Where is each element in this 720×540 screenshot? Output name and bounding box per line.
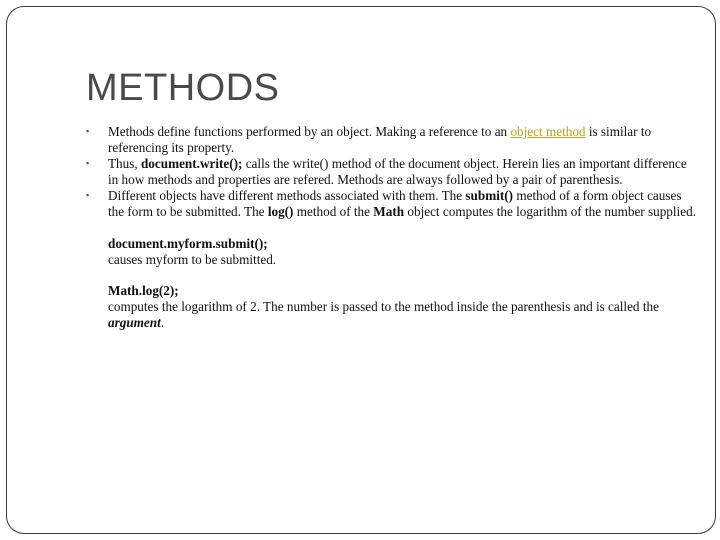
code-document-write: document.write(); (140, 156, 243, 172)
slide-content (86, 124, 698, 331)
example-description-text: computes the logarithm of 2. The number is passed to the method inside the parenthesis and is called the (108, 299, 659, 315)
bullet-dot-icon: ▪ (86, 158, 90, 169)
bullet-different-objects (86, 188, 698, 220)
bullet-text: method of a form object causes the form to be submitted. The (108, 188, 682, 219)
example-code: document.myform.submit(); (108, 235, 268, 251)
bullet-text: Methods define functions performed by an object. Making a reference to an (108, 124, 511, 139)
bullet-text: object computes the logarithm of the number supplied. (404, 203, 696, 219)
code-math: Math (373, 203, 405, 219)
object-method-link[interactable]: object method (510, 124, 586, 139)
example-description: causes myform to be submitted. (108, 251, 277, 267)
slide-title: METHODS (86, 67, 280, 109)
bullet-text: Different objects have different methods associated with them. The (108, 188, 466, 204)
example-code: Math.log(2); (108, 283, 179, 299)
example-description (108, 299, 698, 331)
code-submit: submit() (465, 188, 514, 204)
bullet-dot-icon: ▪ (86, 190, 90, 201)
argument-term: argument (108, 314, 161, 330)
bullet-methods-definition (86, 124, 698, 156)
example-submit (108, 236, 698, 268)
slide (6, 6, 716, 534)
bullet-text: is similar to referencing its property. (108, 124, 652, 155)
example-description-text: . (160, 314, 165, 330)
bullet-text: Thus, (108, 156, 141, 172)
example-math-log (108, 283, 698, 330)
bullet-document-write (86, 156, 698, 188)
bullet-text: calls the write() method of the document object. Herein lies an important difference in how methods and properties are refered. Methods are always followed by a pair of parenthesis. (108, 156, 687, 187)
code-log: log() (267, 203, 294, 219)
bullet-dot-icon: ▪ (86, 126, 90, 136)
bullet-text: method of the (293, 203, 374, 219)
